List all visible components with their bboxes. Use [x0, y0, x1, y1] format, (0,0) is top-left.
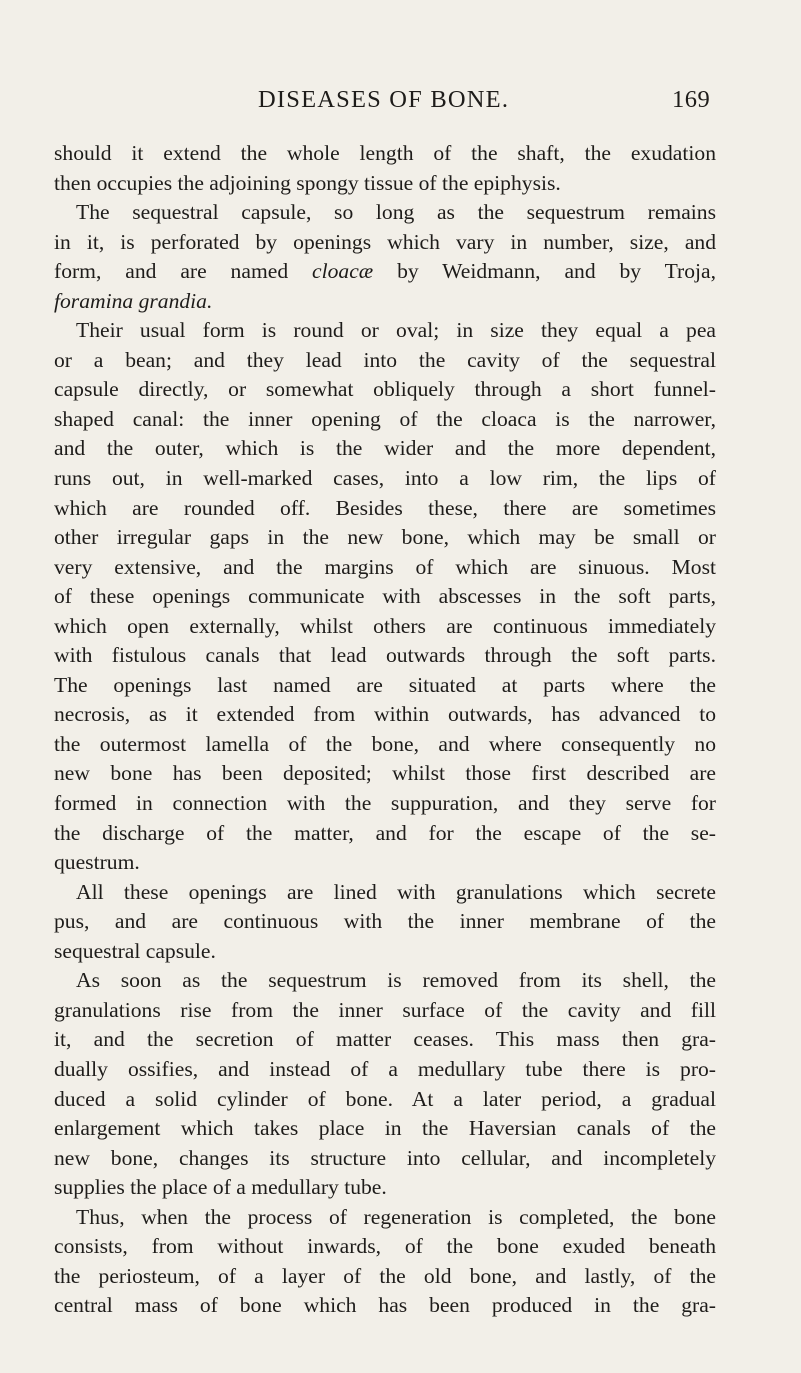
- text-line: pus, and are continuous with the inner membrane of the: [54, 909, 716, 934]
- page-header: [0, 86, 801, 120]
- text-line: the discharge of the matter, and for the escape of the se-: [54, 820, 716, 845]
- text-line: the periosteum, of a layer of the old bone, and lastly, of the: [54, 1263, 716, 1288]
- text-line: The sequestral capsule, so long as the sequestrum remains: [76, 200, 716, 225]
- text-line: sequestral capsule.: [54, 938, 216, 963]
- text-line: consists, from without inwards, of the bone exuded beneath: [54, 1234, 716, 1259]
- text-line: capsule directly, or somewhat obliquely through a short funnel-: [54, 377, 716, 402]
- text-line: new bone has been deposited; whilst those first described are: [54, 761, 716, 786]
- body-text: [54, 139, 716, 1321]
- running-head: DISEASES OF BONE.: [258, 86, 510, 113]
- text-line: which open externally, whilst others are continuous immediately: [54, 613, 716, 638]
- text-line: Their usual form is round or oval; in size they equal a pea: [76, 318, 716, 343]
- text-line: the outermost lamella of the bone, and where consequently no: [54, 731, 716, 756]
- text-line: granulations rise from the inner surface of the cavity and fill: [54, 997, 716, 1022]
- text-line: very extensive, and the margins of which are sinuous. Most: [54, 554, 716, 579]
- text-line: necrosis, as it extended from within outwards, has advanced to: [54, 702, 716, 727]
- text-line: runs out, in well-marked cases, into a low rim, the lips of: [54, 466, 716, 491]
- text-line: questrum.: [54, 850, 140, 875]
- text-line: in it, is perforated by openings which vary in number, size, and: [54, 229, 716, 254]
- text-line: Thus, when the process of regeneration is completed, the bone: [76, 1204, 716, 1229]
- page-number: 169: [672, 86, 711, 113]
- text-line: All these openings are lined with granulations which secrete: [76, 879, 716, 904]
- text-line: should it extend the whole length of the shaft, the exudation: [54, 141, 716, 165]
- text-line: or a bean; and they lead into the cavity of the sequestral: [54, 347, 716, 372]
- text-line: and the outer, which is the wider and the more dependent,: [54, 436, 716, 461]
- text-line: enlargement which takes place in the Haversian canals of the: [54, 1116, 716, 1141]
- text-line: [54, 287, 716, 317]
- text-line: with fistulous canals that lead outwards through the soft parts.: [54, 643, 716, 668]
- text-line: new bone, changes its structure into cellular, and incompletely: [54, 1145, 716, 1170]
- text-line: The openings last named are situated at parts where the: [54, 672, 716, 697]
- text-line: central mass of bone which has been produced in the gra-: [54, 1293, 716, 1318]
- italic-term: foramina grandia.: [54, 288, 213, 313]
- text-line: supplies the place of a medullary tube.: [54, 1175, 387, 1200]
- text-line: As soon as the sequestrum is removed from its shell, the: [76, 968, 716, 993]
- text-line: shaped canal: the inner opening of the cloaca is the narrower,: [54, 406, 716, 431]
- text-line: duced a solid cylinder of bone. At a later period, a gradual: [54, 1086, 716, 1111]
- text-line: dually ossifies, and instead of a medullary tube there is pro-: [54, 1056, 716, 1081]
- text-line: [54, 257, 716, 287]
- italic-term: cloacæ: [312, 259, 374, 284]
- text-line: then occupies the adjoining spongy tissue of the epiphysis.: [54, 170, 561, 195]
- text-line: formed in connection with the suppuration, and they serve for: [54, 791, 716, 816]
- text-line: other irregular gaps in the new bone, which may be small or: [54, 525, 716, 550]
- text-line: of these openings communicate with abscesses in the soft parts,: [54, 584, 716, 609]
- text-line: it, and the secretion of matter ceases. This mass then gra-: [54, 1027, 716, 1052]
- text-segment: by Weidmann, and by Troja,: [373, 259, 716, 284]
- text-segment: form, and are named: [54, 259, 313, 284]
- text-line: which are rounded off. Besides these, there are sometimes: [54, 495, 716, 520]
